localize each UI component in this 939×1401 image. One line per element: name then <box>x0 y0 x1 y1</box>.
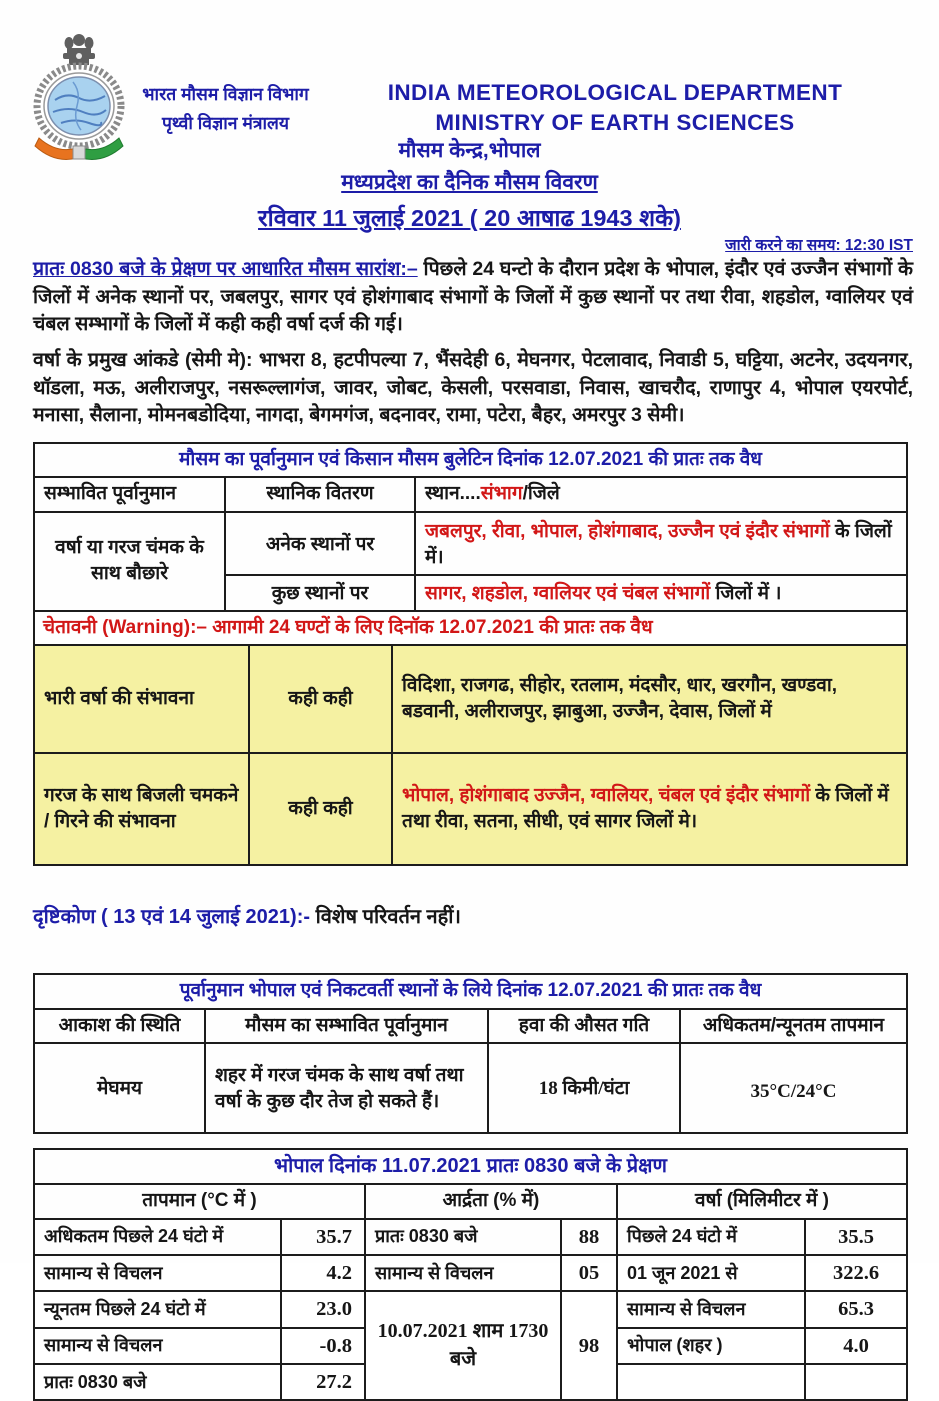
area-red-part: भोपाल, होशंगाबाद उज्जैन, ग्वालियर, चंबल एवं इंदौर संभागों <box>402 785 811 807</box>
outlook-heading: दृष्टिकोण ( 13 एवं 14 जुलाई 2021):- <box>33 906 311 929</box>
area-cell <box>392 645 907 753</box>
dept-name-english <box>360 78 870 139</box>
area-header-black1: स्थान.... <box>425 483 481 505</box>
summary-text: पिछले 24 घन्टो के दौरान प्रदेश के भोपाल, इंदौर एवं उज्जैन संभागों के जिलों में अनेक स्थानों पर, जबलपुर, सागर एवं होशंगाबाद संभागों के जिलों में कुछ स्थानों पर तथा रीवा, शहडोल, ग्वालियर एवं चंबल सम्भागों के जिलों में कही कही वर्षा दर्ज की गई। <box>33 258 913 336</box>
humidity-value: 88 <box>561 1219 617 1255</box>
table-header-row <box>34 477 907 511</box>
humidity-value: 98 <box>561 1291 617 1400</box>
forecast-row-1 <box>34 512 907 575</box>
area-black-part: के जिलों में। <box>425 520 892 568</box>
temp-group-header: तापमान (°C में ) <box>34 1184 365 1218</box>
area-red-part: सागर, शहडोल, ग्वालियर एवं चंबल संभागों <box>425 583 711 604</box>
bulletin-titles <box>0 136 939 233</box>
dept-name-hindi <box>118 80 333 138</box>
wind-speed-cell: 18 किमी/घंटा <box>488 1043 680 1133</box>
table-title-row <box>34 974 907 1008</box>
table-title-row <box>34 443 907 477</box>
col-header-wind: हवा की औसत गति <box>488 1009 680 1043</box>
distribution-cell: कुछ स्थानों पर <box>225 575 415 611</box>
temp-label: प्रातः 0830 बजे <box>34 1364 281 1400</box>
rain-value: 322.6 <box>805 1255 907 1291</box>
area-cell <box>415 512 907 575</box>
warning-row-2 <box>34 753 907 865</box>
col-header-area <box>415 477 907 511</box>
sky-condition-cell: मेघमय <box>34 1043 205 1133</box>
forecast-table-title: मौसम का पूर्वानुमान एवं किसान मौसम बुलेटिन दिनांक 12.07.2021 की प्रातः तक वैध <box>34 443 907 477</box>
forecast-text-cell: शहर में गरज चंमक के साथ वर्षा तथा वर्षा के कुछ दौर तेज हो सकते हैं। <box>205 1043 488 1133</box>
rain-label: 01 जून 2021 से <box>617 1255 805 1291</box>
temp-label: सामान्य से विचलन <box>34 1328 281 1364</box>
area-cell <box>415 575 907 611</box>
area-black-part: जिलों में । <box>710 583 782 604</box>
dept-english-line1: INDIA METEOROLOGICAL DEPARTMENT <box>387 80 843 105</box>
weather-summary-paragraph <box>33 256 913 339</box>
rainfall-figures-heading: वर्षा के प्रमुख आंकडे (सेमी मे): <box>33 349 253 372</box>
date-line: रविवार 11 जुलाई 2021 ( 20 आषाढ 1943 शके) <box>258 205 681 231</box>
temp-label: सामान्य से विचलन <box>34 1255 281 1291</box>
rain-value: 35.5 <box>805 1219 907 1255</box>
temp-value: 4.2 <box>281 1255 365 1291</box>
outlook-text: विशेष परिवर्तन नहीं। <box>310 906 461 929</box>
dept-hindi-line1: भारत मौसम विज्ञान विभाग <box>142 84 309 104</box>
summary-heading: प्रातः 0830 बजे के प्रेक्षण पर आधारित मौसम सारांश:– <box>33 258 418 280</box>
dept-english-line2: MINISTRY OF EARTH SCIENCES <box>435 110 795 136</box>
temp-value: 23.0 <box>281 1291 365 1327</box>
bulletin-title: मध्यप्रदेश का दैनिक मौसम विवरण <box>341 171 598 194</box>
dept-hindi-line2: पृथ्वी विज्ञान मंत्रालय <box>161 112 290 133</box>
rain-label: पिछले 24 घंटो में <box>617 1219 805 1255</box>
city-forecast-row <box>34 1043 907 1133</box>
area-cell <box>392 753 907 865</box>
humidity-group-header: आर्द्रता (% में) <box>365 1184 617 1218</box>
table-title-row <box>34 1149 907 1185</box>
temp-value: -0.8 <box>281 1328 365 1364</box>
issue-time: जारी करने का समय: 12:30 IST <box>725 237 913 254</box>
city-forecast-title: पूर्वानुमान भोपाल एवं निकटवर्ती स्थानों के लिये दिनांक 12.07.2021 की प्रातः तक वैध <box>34 974 907 1008</box>
rain-label: भोपाल (शहर ) <box>617 1328 805 1364</box>
group-header-row <box>34 1184 907 1218</box>
forecast-type-cell: वर्षा या गरज चंमक के साथ बौछारे <box>34 512 225 612</box>
observations-table <box>33 1148 908 1401</box>
temp-label: अधिकतम पिछले 24 घंटो में <box>34 1219 281 1255</box>
rain-label <box>617 1364 805 1400</box>
area-header-black2: /जिले <box>522 483 560 505</box>
weather-centre-title: मौसम केन्द्र,भोपाल <box>398 139 541 162</box>
temp-value: 27.2 <box>281 1364 365 1400</box>
rainfall-figures-paragraph <box>33 347 913 430</box>
warning-table <box>33 610 908 866</box>
rain-value: 65.3 <box>805 1291 907 1327</box>
forecast-bulletin-table <box>33 442 908 612</box>
rain-label: सामान्य से विचलन <box>617 1291 805 1327</box>
humidity-label: सामान्य से विचलन <box>365 1255 561 1291</box>
observations-title: भोपाल दिनांक 11.07.2021 प्रातः 0830 बजे के प्रेक्षण <box>34 1149 907 1185</box>
col-header-distribution: स्थानिक वितरण <box>225 477 415 511</box>
humidity-label: 10.07.2021 शाम 1730 बजे <box>365 1291 561 1400</box>
distribution-cell: अनेक स्थानों पर <box>225 512 415 575</box>
city-forecast-table <box>33 973 908 1133</box>
rain-group-header: वर्षा (मिलिमीटर में ) <box>617 1184 907 1218</box>
humidity-label: प्रातः 0830 बजे <box>365 1219 561 1255</box>
col-header-temp: अधिकतम/न्यूनतम तापमान <box>680 1009 907 1043</box>
area-red-part: जबलपुर, रीवा, भोपाल, होशंगाबाद, उज्जैन एवं इंदौर संभागों <box>425 520 830 542</box>
obs-row-3 <box>34 1291 907 1327</box>
obs-row-2 <box>34 1255 907 1291</box>
col-header-forecast: मौसम का सम्भावित पूर्वानुमान <box>205 1009 488 1043</box>
warning-title: चेतावनी (Warning):– आगामी 24 घण्टों के लिए दिनॉक 12.07.2021 की प्रातः तक वैध <box>34 611 907 645</box>
warning-title-row <box>34 611 907 645</box>
area-black-part: के जिलों में तथा रीवा, सतना, सीधी, एवं सागर जिलों मे। <box>402 785 889 833</box>
warning-type-cell: भारी वर्षा की संभावना <box>34 645 249 753</box>
outlook-line <box>33 902 913 929</box>
col-header-sky: आकाश की स्थिति <box>34 1009 205 1043</box>
rain-value: 4.0 <box>805 1328 907 1364</box>
distribution-cell: कही कही <box>249 645 392 753</box>
area-header-red: संभाग <box>480 483 523 505</box>
distribution-cell: कही कही <box>249 753 392 865</box>
area-black-part: विदिशा, राजगढ, सीहोर, रतलाम, मंदसौर, धार, खरगौन, खण्डवा, बडवानी, अलीराजपुर, झाबुआ, उज्जैन, देवास, जिलों में <box>402 675 838 723</box>
header-section <box>0 0 939 256</box>
warning-type-cell: गरज के साथ बिजली चमकने / गिरने की संभावना <box>34 753 249 865</box>
rainfall-figures-text: भाभरा 8, हटपीपल्या 7, भैंसदेही 6, मेघनगर, पेटलावाद, निवाडी 5, घट्टिया, अटनेर, उदयनगर, थॉडला, मऊ, अलीराजपुर, नसरूल्लागंज, जावर, जोबट, केसली, परसवाडा, निवास, खाचरौद, राणापुर 4, भोपाल एयरपोर्ट, मनासा, सैलाना, मोमनबडोदिया, नागदा, बेगमगंज, बदनावर, रामा, पटेरा, बैहर, अमरपुर 3 सेमी। <box>33 349 913 427</box>
humidity-value: 05 <box>561 1255 617 1291</box>
obs-row-1 <box>34 1219 907 1255</box>
temp-range-cell: 35°C/24°C <box>680 1043 907 1133</box>
warning-row-1 <box>34 645 907 753</box>
temp-label: न्यूनतम पिछले 24 घंटो में <box>34 1291 281 1327</box>
temp-value: 35.7 <box>281 1219 365 1255</box>
rain-value <box>805 1364 907 1400</box>
col-header-forecast: सम्भावित पूर्वानुमान <box>34 477 225 511</box>
table-header-row <box>34 1009 907 1043</box>
